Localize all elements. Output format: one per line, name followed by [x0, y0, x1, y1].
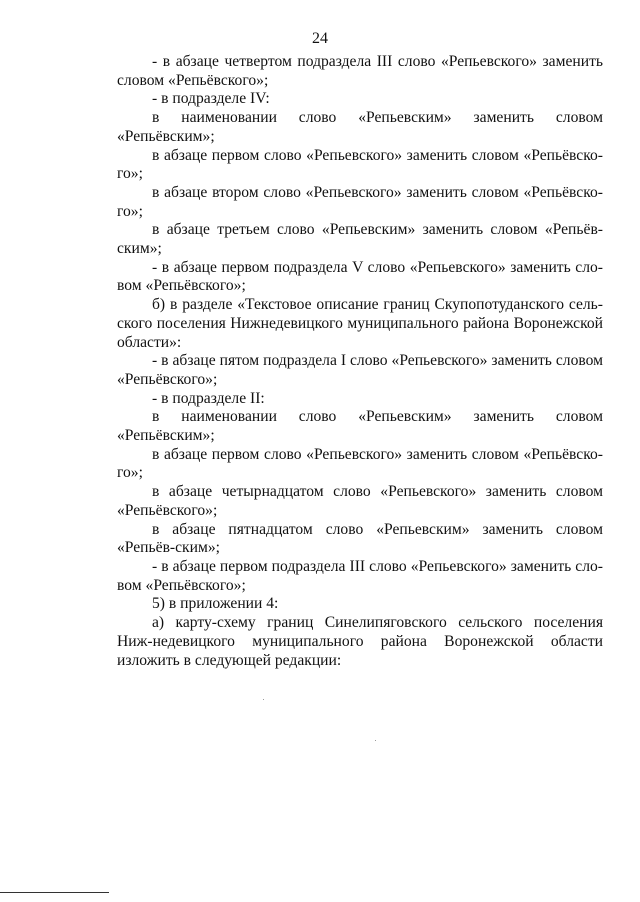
paragraph-ii-fourteenth: в абзаце четырнадцатом слово «Репьевского» заменить словом «Репьёвского»;: [117, 483, 603, 519]
paragraph-iv-second: в абзаце втором слово «Репьевского» заменить словом «Репьёвско-го»;: [117, 183, 603, 220]
paragraph-subsection-v-first: - в абзаце первом подраздела V слово «Репьевского» заменить сло-вом «Репьёвского»;: [117, 258, 603, 295]
paragraph-subsection-iii-first: - в абзаце первом подраздела III слово «Репьевского» заменить сло-вом «Репьёвского»;: [117, 557, 603, 594]
paragraph-ii-first: в абзаце первом слово «Репьевского» заменить словом «Репьёвско-го»;: [117, 445, 603, 482]
paragraph-ii-title: в наименовании слово «Репьевским» заменить словом «Репьёвским»;: [117, 408, 603, 445]
paragraph-iv-first: в абзаце первом слово «Репьевского» заменить словом «Репьёвско-го»;: [117, 146, 603, 183]
footer-rule: [0, 892, 109, 893]
paragraph-subsection-ii-heading: - в подразделе II:: [152, 389, 265, 407]
paragraph-appendix-4: 5) в приложении 4:: [152, 595, 279, 613]
scan-speck: [375, 740, 376, 741]
paragraph-section-b: б) в разделе «Текстовое описание границ Скупопотуданского сель-ского поселения Нижнедевицкого муниципального района Воронежской области»:: [117, 296, 603, 351]
paragraph-appendix-4-a: а) карту-схему границ Синелипяговского сельского поселения Ниж-недевицкого муниципального района Воронежской области изложить в следующей редакции:: [117, 614, 603, 669]
page-number: 24: [312, 30, 328, 47]
document-body: [117, 53, 603, 670]
paragraph-iv-title: в наименовании слово «Репьевским» заменить словом «Репьёвским»;: [117, 109, 603, 145]
paragraph-subsection-i-fifth: - в абзаце пятом подраздела I слово «Репьевского» заменить словом «Репьёвского»;: [117, 352, 603, 388]
paragraph-subsection-iii-paragraph-4: - в абзаце четвертом подраздела III слово «Репьевского» заменить словом «Репьёвского»;: [117, 53, 603, 89]
scan-speck: [263, 699, 264, 700]
paragraph-subsection-iv-heading: - в подразделе IV:: [152, 90, 270, 108]
paragraph-iv-third: в абзаце третьем слово «Репьевским» заменить словом «Репьёв-ским»;: [117, 221, 603, 258]
paragraph-ii-fifteenth: в абзаце пятнадцатом слово «Репьевским» заменить словом «Репьёв-ским»;: [117, 520, 603, 557]
